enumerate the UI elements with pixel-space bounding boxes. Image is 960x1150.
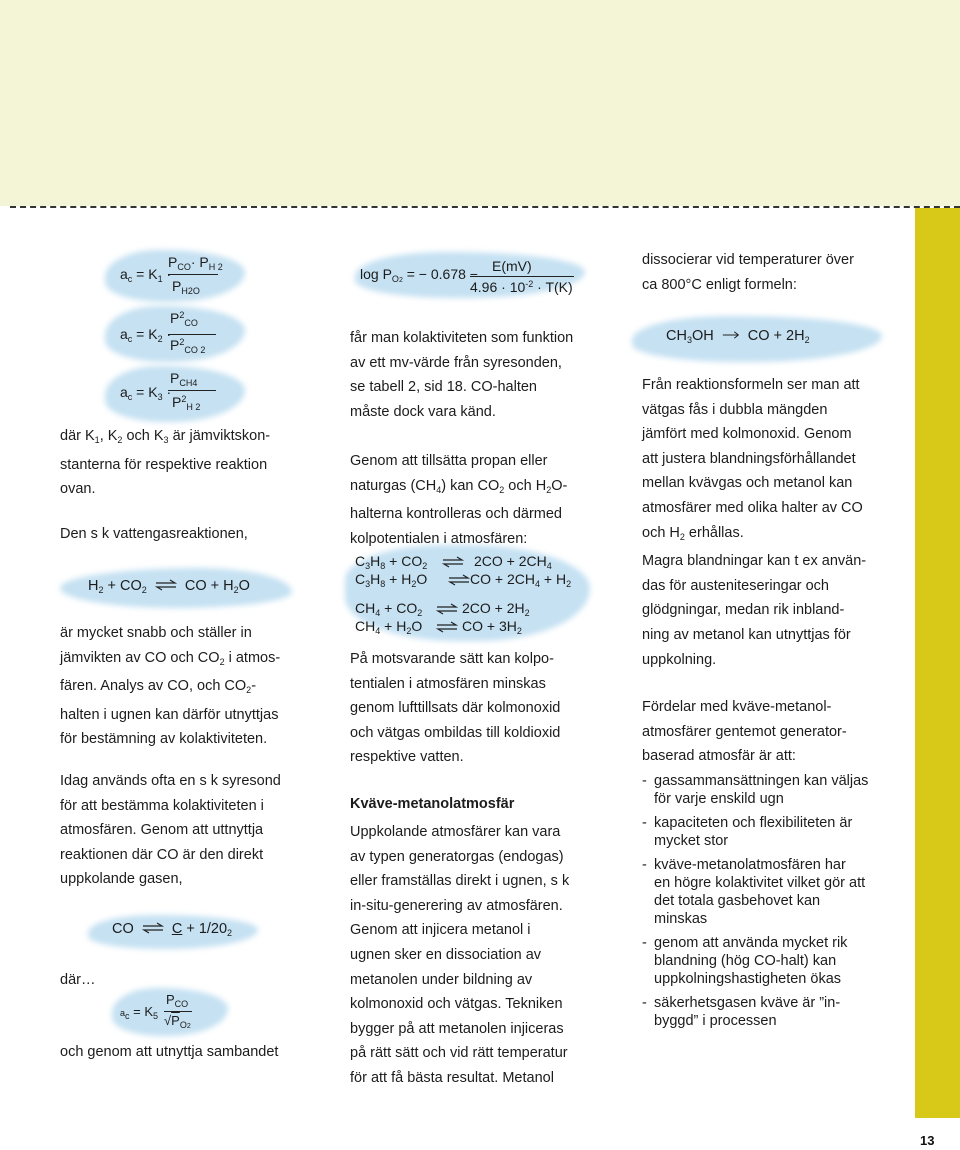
list-item: - kapaciteten och flexibiliteten är mycket stor xyxy=(642,814,912,850)
reaction-arrow-icon xyxy=(722,329,740,341)
eq5-numerator: $P_{CO}$ xyxy=(166,992,189,1009)
eq3-fraction-line xyxy=(168,390,216,391)
eq5-fraction-line xyxy=(164,1011,192,1012)
log-eq-denominator: $4.96 \cdot 10^{-2} \cdot T(K)$ xyxy=(470,279,573,295)
col3-paragraph-1: dissocierar vid temperaturer över ca 800°C enligt formeln: xyxy=(642,252,854,293)
reaction-methane-co2: $CH_4 + CO_2$ xyxy=(355,600,423,618)
dar-label: där… xyxy=(60,972,96,988)
col3-paragraph-2: Från reaktionsformeln ser man att vätgas fås i dubbla mängden jämfört med kolmonoxid. Genom att justera blandningsförhållandet mellan kvävgas och metanol kan atmosfärer med olika halter av CO och $H_2$ erhållas. Magra blandningar kan t ex använ- das för austeniteseringar och glödgningar, medan rik inbland- ning av metanol kan utnyttjas för uppkolning. xyxy=(642,377,867,668)
reaction-propane-co2: $C_3H_8 + CO_2$ xyxy=(355,553,428,571)
co-dissociation-reaction: CO $C + 1/20_2$ xyxy=(112,921,233,938)
equilibrium-arrow-icon xyxy=(436,603,458,615)
dashed-separator xyxy=(10,206,960,208)
list-item: - kväve-metanolatmosfären har en högre kolaktivitet vilket gör att det totala gasbehovet kan minskas xyxy=(642,856,912,928)
eq2-denominator: $P^2_{CO 2}$ xyxy=(170,337,206,355)
methanol-dissociation-formula: $CH_3OH$ CO + $2H_2$ xyxy=(666,328,810,345)
equation-3: $a_c = K_3$ · xyxy=(120,384,172,402)
log-eq-numerator: E(mV) xyxy=(492,258,532,274)
equilibrium-arrow-icon xyxy=(442,556,464,568)
reaction-methane-h2o-products: CO + $3H_2$ xyxy=(462,618,522,636)
top-band xyxy=(0,0,960,206)
reaction-methane-co2-products: $2CO + 2H_2$ xyxy=(462,600,530,618)
page-number: 13 xyxy=(920,1133,935,1148)
reaction-methane-h2o: $CH_4 + H_2O$ xyxy=(355,618,423,636)
col1-paragraph-5: och genom att utnyttja sambandet xyxy=(60,1044,279,1060)
eq5-denominator: $√P_{O2}$ xyxy=(164,1013,191,1030)
water-gas-reaction: $H_2 + CO_2$ CO + $H_2O$ xyxy=(88,578,250,595)
reaction-propane-co2-products: $2CO + 2CH_4$ xyxy=(474,553,552,571)
reaction-propane-h2o-products: CO + $2CH_4 + H_2$ xyxy=(470,571,572,589)
col1-paragraph-3: är mycket snabb och ställer in jämvikten av CO och $CO_2$ i atmos- fären. Analys av CO, och $CO_2-$ halten i ugnen kan därför utnyttjas för bestämning av kolaktiviteten. xyxy=(60,625,281,748)
col2-paragraph-2: Genom att tillsätta propan eller naturgas $(CH_4)$ kan $CO_2$ och $H_2O-$ halterna kontrolleras och därmed kolpotentialen i atmosfären: xyxy=(350,453,568,547)
eq3-denominator: $P^2_{H 2}$ xyxy=(172,394,201,412)
side-accent-bar xyxy=(915,208,960,1118)
col2-paragraph-4: Uppkolande atmosfärer kan vara av typen generatorgas (endogas) eller framställas direkt i ugnen, s k in-situ-generering av atmosfären. Genom att injicera metanol i ugnen sker en dissociation av metanolen under bildning av kolmonoxid och vätgas. Tekniken bygger på att metanolen injiceras på rätt sätt och vid rätt temperatur för att få bästa resultat. Metanol xyxy=(350,824,570,1086)
equation-5: $a_c = K_5$ xyxy=(120,1004,159,1021)
equation-1: $a_c = K_1$ · xyxy=(120,266,172,284)
log-oxygen-equation: $\log P_{O2}$ = − 0.678 − xyxy=(360,266,478,284)
col1-paragraph-4: Idag används ofta en s k syresond för att bestämma kolaktiviteten i atmosfären. Genom att uttnyttja reaktionen där CO är den direkt uppkolande gasen, xyxy=(60,773,281,888)
list-item: - säkerhetsgasen kväve är ”in- byggd” i processen xyxy=(642,994,912,1030)
col1-paragraph-1: där $K_1$, $K_2$ och $K_3$ är jämviktskon- stanterna för respektive reaktion ovan. xyxy=(60,428,271,498)
equilibrium-arrow-icon xyxy=(448,574,470,586)
col2-paragraph-1: får man kolaktiviteten som funktion av ett mv-värde från syresonden, se tabell 2, sid 18. CO-halten måste dock vara känd. xyxy=(350,330,574,420)
log-eq-fraction-line xyxy=(470,276,574,277)
eq2-numerator: $P^2_{CO}$ xyxy=(170,310,198,328)
advantages-list xyxy=(642,772,912,1036)
equilibrium-arrow-icon xyxy=(155,579,177,591)
equilibrium-arrow-icon xyxy=(142,922,164,934)
eq1-fraction-line xyxy=(168,274,218,275)
eq1-numerator: $P_{CO}\cdot P_{H 2}$ xyxy=(168,254,223,272)
eq3-numerator: $P_{CH4}$ xyxy=(170,370,198,388)
reaction-propane-h2o: $C_3H_8 + H_2O$ xyxy=(355,571,428,589)
eq2-fraction-line xyxy=(168,334,216,335)
col1-paragraph-2: Den s k vattengasreaktionen, xyxy=(60,526,248,542)
col2-paragraph-3: På motsvarande sätt kan kolpo- tentialen i atmosfären minskas genom lufttillsats där kolmonoxid och vätgas ombildas till koldioxid respektive vatten. xyxy=(350,651,561,766)
list-item: - genom att använda mycket rik blandning (hög CO-halt) kan uppkolningshastigheten ökas xyxy=(642,934,912,988)
list-item: - gassammansättningen kan väljas för varje enskild ugn xyxy=(642,772,912,808)
equilibrium-arrow-icon xyxy=(436,621,458,633)
col3-paragraph-3: Fördelar med kväve-metanol- atmosfärer gentemot generator- baserad atmosfär är att: xyxy=(642,699,847,765)
eq1-denominator: $P_{H2O}$ xyxy=(172,278,200,296)
equation-2: $a_c = K_2$ · xyxy=(120,326,172,344)
section-heading-kvave-metanol: Kväve-metanolatmosfär xyxy=(350,796,515,812)
